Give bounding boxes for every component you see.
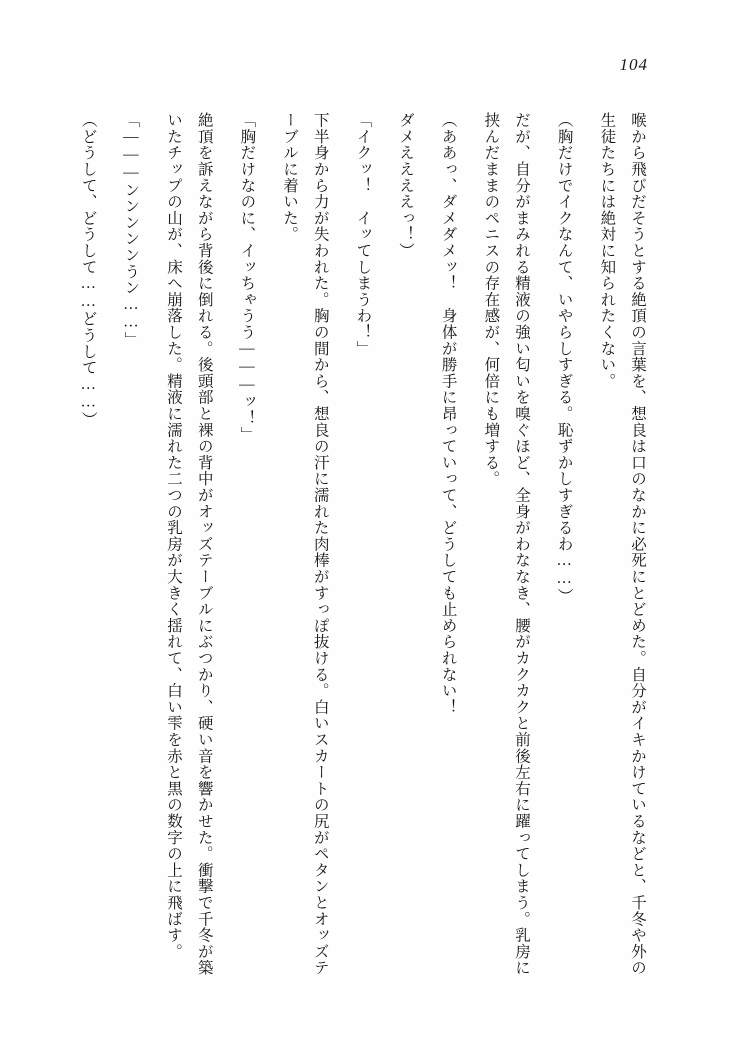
- paragraph: 下半身から力が失われた。胸の間から、想良の汗に濡れた肉棒がすっぽ抜ける。白いスカートの尻がペタンとオッズテーブルに着いた。: [281, 112, 329, 976]
- scan-edge: [0, 0, 736, 6]
- paragraph: 喉から飛びだそうとする絶頂の言葉を、想良は口のなかに必死にとどめた。自分がイキかけているなどと、千冬や外の生徒たちには絶対に知られたくない。: [598, 112, 646, 976]
- page-number: 104: [619, 55, 648, 74]
- paragraph: だが、自分がまみれる精液の強い匂いを嗅ぐほど、全身がわななき、腰がカクカクと前後左右に躍ってしまう。乳房に挟んだままのペニスの存在感が、何倍にも増する。: [482, 112, 530, 976]
- paragraph: 「胸だけなのに、イッちゃうう―――ッ！」: [238, 112, 256, 443]
- paragraph: 絶頂を訴えながら背後に倒れる。後頭部と裸の背中がオッズテーブルにぶつかり、硬い音を響かせた。衝撃で千冬が築いたチップの山が、床へ崩落した。精液に濡れた二つの乳房が大きく揺れて、白い雫を赤と黒の数字の上に飛ばす。: [165, 112, 213, 976]
- paragraph: 「―――ンンンンンうン……」: [122, 112, 140, 348]
- paragraph: ダメええええっ！）: [397, 112, 414, 259]
- body-text: [60, 112, 652, 992]
- paragraph: （どうして、どうして……どうして……）: [79, 112, 97, 428]
- paragraph: 「イクッ！ イッてしまうわ！」: [354, 112, 372, 357]
- paragraph: （ああっ、ダメダメッ！ 身体が勝手に昂っていって、どうしても止められない！: [439, 112, 457, 716]
- paragraph: （胸だけでイクなんて、いやらしすぎる。恥ずかしすぎるわ……）: [555, 112, 573, 604]
